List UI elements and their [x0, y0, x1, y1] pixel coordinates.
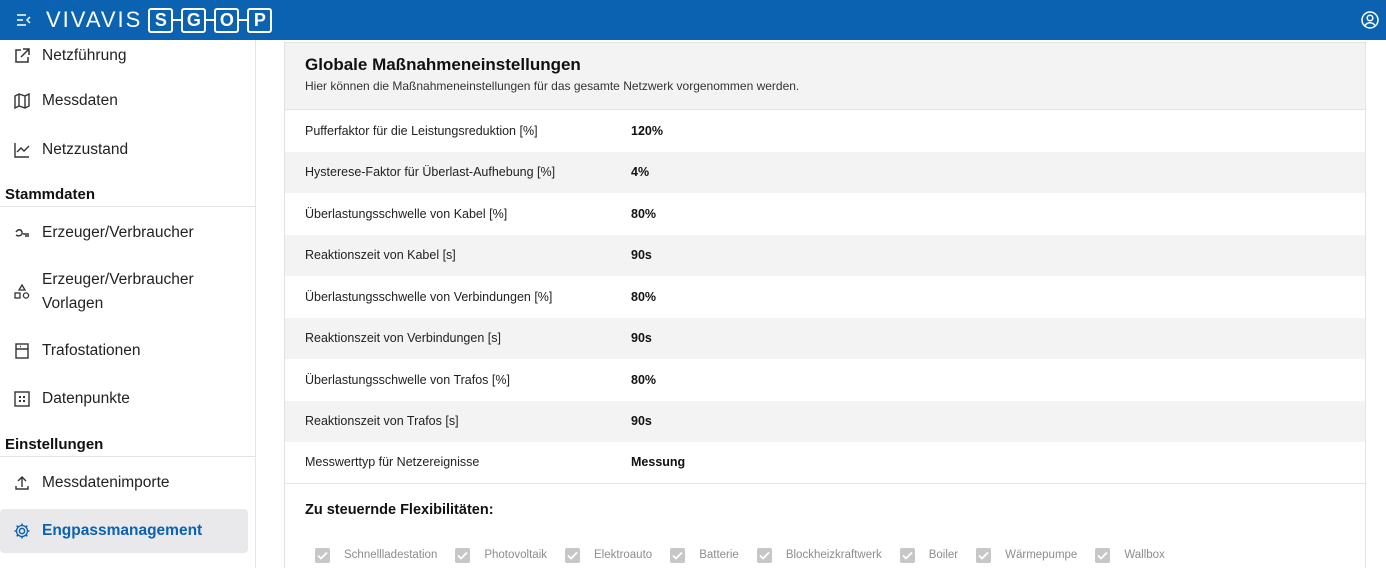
checkmark-icon: [900, 548, 915, 563]
setting-label: Reaktionszeit von Verbindungen [s]: [305, 331, 501, 346]
cabinet-icon: [12, 341, 32, 361]
setting-value: 80%: [631, 372, 657, 387]
setting-label: Messwerttyp für Netzereignisse: [305, 455, 480, 470]
table-row: [285, 442, 1365, 484]
section-title-einstellungen: Einstellungen: [5, 436, 104, 453]
setting-value: Messung: [631, 455, 686, 470]
flexibilities-list: [285, 548, 1365, 563]
map-icon: [12, 91, 32, 111]
checkbox-label: Photovoltaik: [484, 549, 547, 561]
sidebar-item-trafostationen[interactable]: [0, 337, 248, 365]
checkbox-label: Wallbox: [1124, 549, 1165, 561]
shapes-icon: [12, 282, 32, 302]
sidebar-item-messdaten[interactable]: [0, 87, 248, 115]
table-row: [285, 359, 1365, 401]
settings-card: [284, 42, 1366, 568]
sidebar-item-engpassmanagement[interactable]: [0, 509, 248, 553]
table-row: [285, 152, 1365, 194]
checkbox-photovoltaik[interactable]: [455, 548, 547, 563]
sidebar-item-erzeuger-verbraucher-vorlagen[interactable]: [0, 266, 248, 318]
setting-label: Reaktionszeit von Trafos [s]: [305, 414, 459, 429]
sidebar-item-label: Datenpunkte: [42, 390, 130, 407]
grid-icon: [12, 389, 32, 409]
sidebar-item-label: Messdatenimporte: [42, 474, 170, 491]
sidebar-item-datenpunkte[interactable]: [0, 385, 248, 413]
setting-value: 80%: [631, 206, 657, 221]
setting-value: 120%: [631, 123, 663, 138]
checkbox-label: Batterie: [699, 549, 739, 561]
divider: [0, 206, 256, 207]
checkbox-label: Boiler: [928, 549, 959, 561]
sidebar-item-label: Messdaten: [42, 92, 118, 109]
checkmark-icon: [1095, 548, 1110, 563]
plug-icon: [12, 223, 32, 243]
checkbox-boiler[interactable]: [900, 548, 958, 563]
section-title-stammdaten: Stammdaten: [5, 186, 96, 203]
checkbox-elektroauto[interactable]: [565, 548, 652, 563]
app-logo: [46, 7, 272, 33]
sidebar-item-netzfuehrung[interactable]: [0, 42, 248, 70]
table-row: [285, 193, 1365, 235]
setting-value: 80%: [631, 289, 657, 304]
table-row: [285, 401, 1365, 443]
sidebar-item-label: Trafostationen: [42, 342, 141, 359]
sidebar-item-erzeuger-verbraucher[interactable]: [0, 219, 248, 247]
logo-letter: O: [214, 8, 239, 33]
logo-letter: P: [247, 8, 272, 33]
gear-icon: [12, 521, 32, 541]
checkmark-icon: [315, 548, 330, 563]
sidebar-item-label: Erzeuger/Verbraucher Vorlagen: [42, 271, 194, 312]
table-row: [285, 110, 1365, 152]
collapse-menu-icon[interactable]: [10, 0, 38, 40]
sidebar-item-label: Erzeuger/Verbraucher: [42, 224, 194, 241]
external-link-icon: [12, 46, 32, 66]
checkmark-icon: [976, 548, 991, 563]
sidebar-item-netzzustand[interactable]: [0, 136, 248, 164]
table-row: [285, 318, 1365, 360]
brand-name: VIVAVIS: [46, 7, 143, 32]
top-bar: [0, 0, 1386, 40]
page-title: Globale Maßnahmeneinstellungen: [305, 55, 581, 74]
setting-label: Pufferfaktor für die Leistungsreduktion [%]: [305, 123, 538, 138]
checkmark-icon: [455, 548, 470, 563]
checkbox-blockheizkraftwerk[interactable]: [757, 548, 882, 563]
setting-value: 90s: [631, 331, 652, 346]
checkbox-label: Blockheizkraftwerk: [785, 549, 882, 561]
upload-icon: [12, 473, 32, 493]
setting-value: 90s: [631, 414, 652, 429]
logo-letter: G: [181, 8, 206, 33]
checkmark-icon: [670, 548, 685, 563]
sidebar-item-label: Engpassmanagement: [42, 522, 203, 539]
user-account-icon[interactable]: [1360, 10, 1380, 30]
setting-value: 90s: [631, 248, 652, 263]
checkbox-label: Schnellladestation: [344, 549, 438, 561]
checkmark-icon: [565, 548, 580, 563]
flexibilities-title: Zu steuernde Flexibilitäten:: [305, 501, 494, 518]
logo-letter: S: [148, 8, 173, 33]
page-subtitle: Hier können die Maßnahmeneinstellungen für das gesamte Netzwerk vorgenommen werden.: [305, 79, 800, 93]
checkbox-waermepumpe[interactable]: [976, 548, 1077, 563]
checkbox-wallbox[interactable]: [1095, 548, 1164, 563]
setting-label: Überlastungsschwelle von Kabel [%]: [305, 206, 508, 221]
checkbox-batterie[interactable]: [670, 548, 739, 563]
checkbox-label: Elektroauto: [594, 549, 653, 561]
checkbox-schnellladestation[interactable]: [315, 548, 437, 563]
setting-value: 4%: [631, 165, 650, 180]
checkmark-icon: [757, 548, 772, 563]
chart-line-icon: [12, 140, 32, 160]
checkbox-label: Wärmepumpe: [1005, 549, 1078, 561]
setting-label: Reaktionszeit von Kabel [s]: [305, 248, 456, 263]
sidebar-item-messdatenimporte[interactable]: [0, 469, 248, 497]
card-header: [285, 43, 1365, 110]
divider: [0, 456, 256, 457]
settings-table: [285, 110, 1365, 484]
sidebar-item-label: Netzzustand: [42, 141, 129, 158]
product-logo: [148, 8, 272, 33]
setting-label: Überlastungsschwelle von Verbindungen [%]: [305, 289, 553, 304]
sidebar: [0, 40, 256, 568]
setting-label: Hysterese-Faktor für Überlast-Aufhebung [%]: [305, 165, 556, 180]
sidebar-item-label: Netzführung: [42, 47, 127, 64]
table-row: [285, 276, 1365, 318]
main-content: [284, 40, 1366, 568]
table-row: [285, 235, 1365, 277]
setting-label: Überlastungsschwelle von Trafos [%]: [305, 372, 510, 387]
